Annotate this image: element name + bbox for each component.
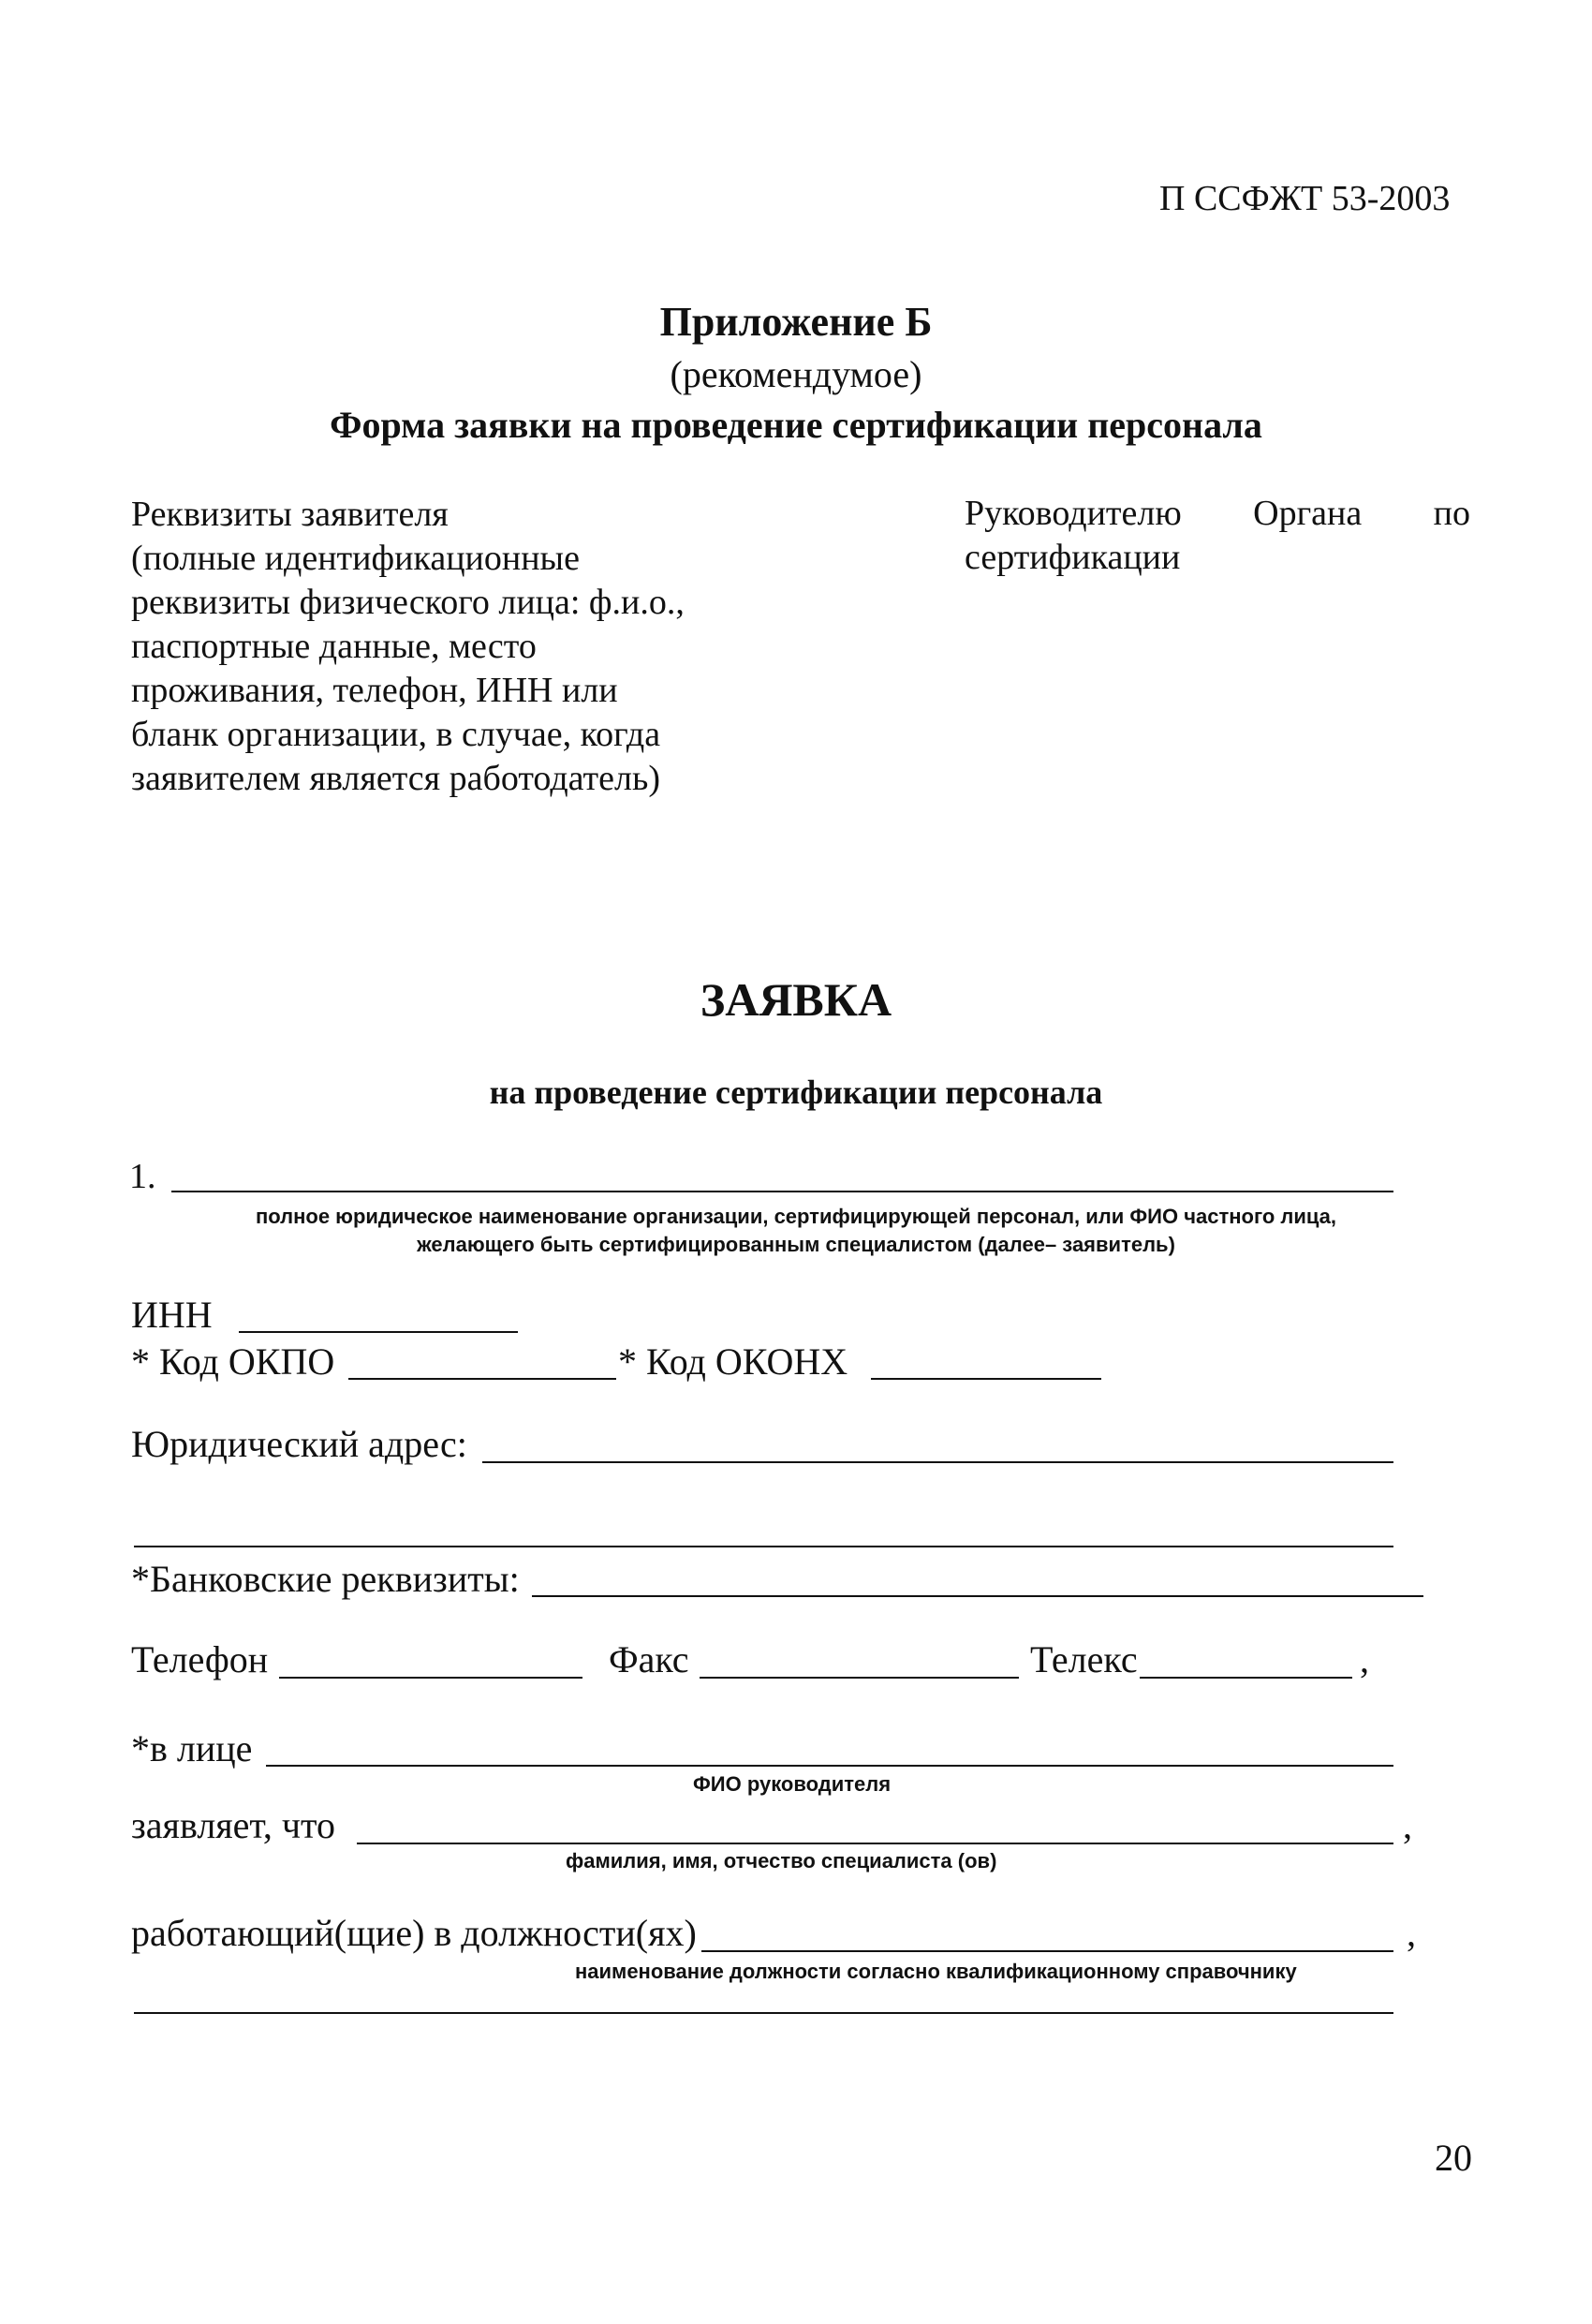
addressee-word: Органа (1253, 494, 1363, 533)
appendix-title: Приложение Б (659, 299, 933, 345)
organization-name-caption: полное юридическое наименование организации, сертифицирующей персонал, или ФИО частного лица, (255, 1205, 1337, 1228)
telex-field[interactable] (1140, 1677, 1352, 1679)
telex-label: Телекс (1030, 1638, 1138, 1680)
document-code: П ССФЖТ 53-2003 (1159, 179, 1451, 218)
bank-requisites-field[interactable] (532, 1595, 1423, 1597)
phone-label: Телефон (131, 1638, 269, 1680)
phone-field[interactable] (279, 1677, 582, 1679)
application-title: ЗАЯВКА (700, 973, 892, 1026)
position-field-continuation[interactable] (134, 2012, 1393, 2014)
represented-by-label: *в лице (131, 1727, 253, 1769)
item-1-number: 1. (129, 1157, 156, 1196)
legal-address-field[interactable] (482, 1461, 1393, 1463)
position-comma: , (1407, 1912, 1416, 1954)
head-name-caption: ФИО руководителя (693, 1772, 892, 1796)
page-number: 20 (1435, 2137, 1472, 2179)
okonh-label: * Код ОКОНХ (618, 1340, 848, 1383)
okpo-field[interactable] (348, 1378, 616, 1380)
specialist-name-field[interactable] (357, 1843, 1393, 1844)
form-title: Форма заявки на проведение сертификации персонала (330, 404, 1262, 446)
addressee-word: по (1433, 494, 1470, 533)
organization-name-field[interactable] (171, 1191, 1393, 1192)
applicant-requisites-line: заявителем является работодатель) (131, 759, 660, 798)
specialist-comma: , (1403, 1804, 1412, 1846)
telex-comma: , (1360, 1638, 1369, 1680)
inn-field[interactable] (239, 1331, 518, 1333)
applicant-requisites-line: (полные идентификационные (131, 539, 580, 578)
bank-requisites-label: *Банковские реквизиты: (131, 1558, 520, 1600)
addressee-line-1 (965, 493, 1470, 534)
applicant-requisites-block (131, 493, 685, 801)
applicant-requisites-line: паспортные данные, место (131, 627, 537, 666)
position-field[interactable] (701, 1950, 1393, 1952)
application-subtitle: на проведение сертификации персонала (489, 1073, 1103, 1111)
organization-name-caption: желающего быть сертифицированным специалистом (далее– заявитель) (417, 1233, 1175, 1256)
appendix-status: (рекомендумое) (670, 353, 922, 395)
addressee-word: Руководителю (965, 494, 1182, 533)
specialist-name-caption: фамилия, имя, отчество специалиста (ов) (566, 1849, 997, 1873)
legal-address-label: Юридический адрес: (131, 1423, 467, 1465)
position-caption: наименование должности согласно квалификационному справочнику (575, 1960, 1297, 1983)
applicant-requisites-line: проживания, телефон, ИНН или (131, 671, 618, 710)
legal-address-field-continuation[interactable] (134, 1546, 1393, 1547)
okpo-label: * Код ОКПО (131, 1340, 335, 1383)
okonh-field[interactable] (871, 1378, 1101, 1380)
inn-label: ИНН (131, 1294, 213, 1336)
fax-label: Факс (609, 1638, 689, 1680)
head-name-field[interactable] (266, 1765, 1393, 1767)
applicant-requisites-line: реквизиты физического лица: ф.и.о., (131, 583, 685, 622)
position-label: работающий(щие) в должности(ях) (131, 1912, 697, 1954)
fax-field[interactable] (700, 1677, 1019, 1679)
applicant-requisites-line: бланк организации, в случае, когда (131, 715, 661, 754)
declares-label: заявляет, что (131, 1804, 335, 1846)
applicant-requisites-line: Реквизиты заявителя (131, 495, 449, 534)
addressee-line-2: сертификации (965, 538, 1181, 577)
